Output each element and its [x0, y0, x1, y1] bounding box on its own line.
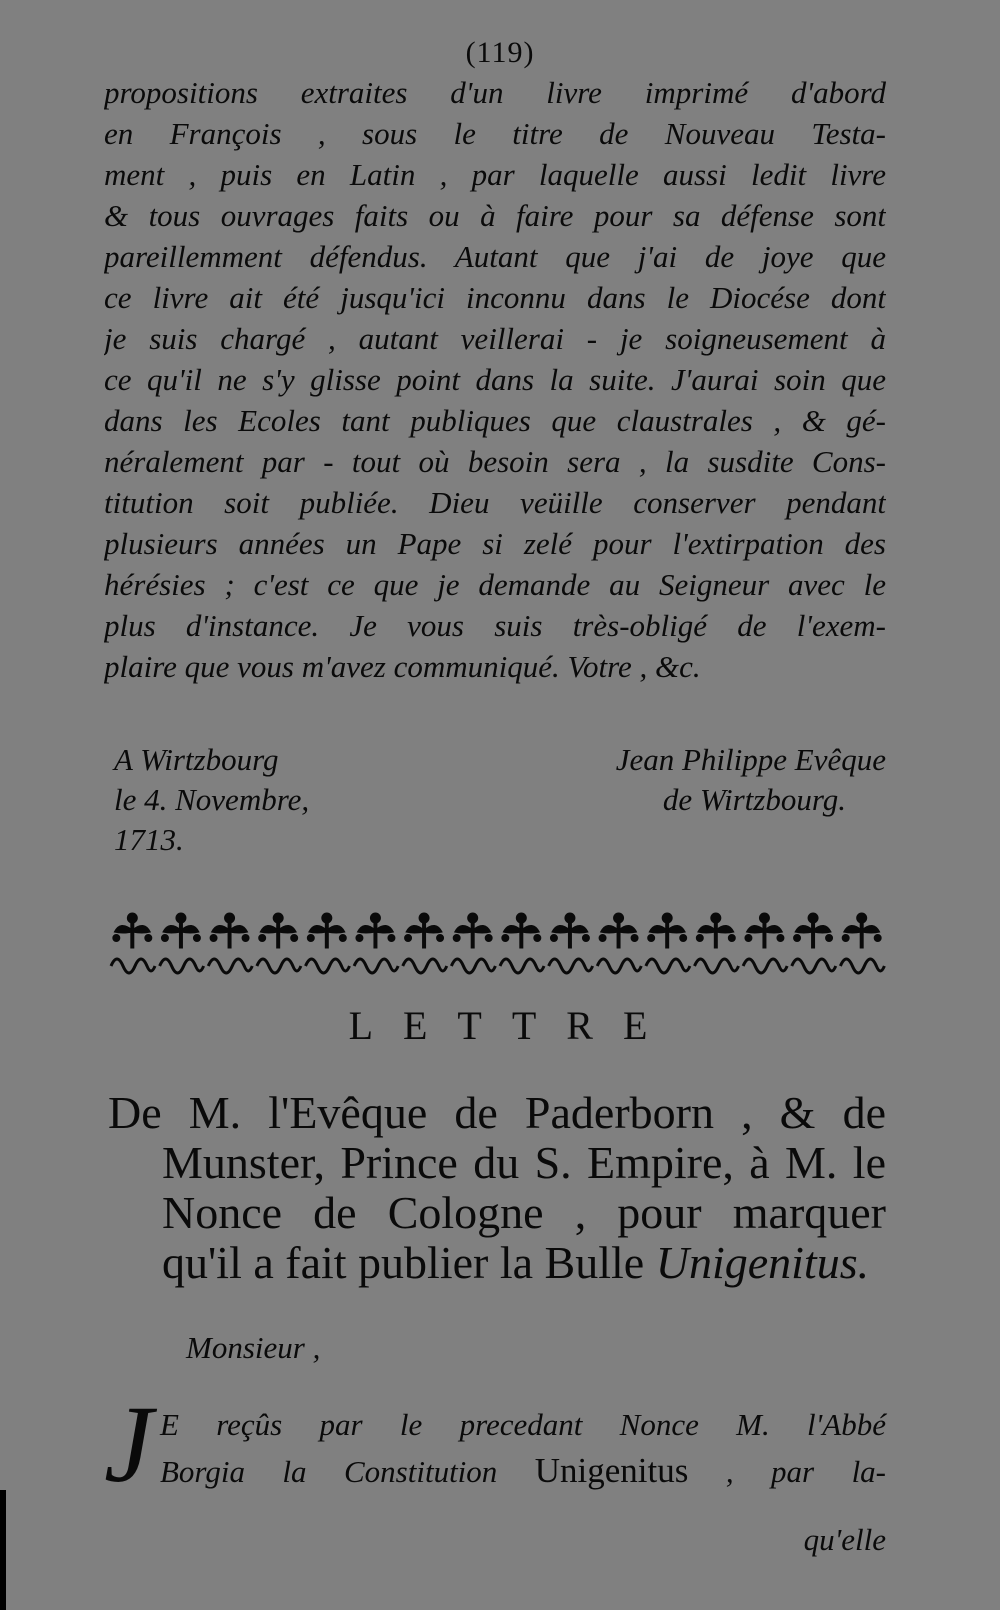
- text-line: en François , sous le titre de Nouveau Testa-: [104, 116, 886, 151]
- fleuron-unit: [403, 913, 447, 973]
- subtitle-line: De M. l'Evêque de Paderborn , & de: [108, 1087, 886, 1138]
- ornament-band: [108, 910, 886, 980]
- text-line: pareillemment défendus. Autant que j'ai de joye que: [104, 239, 886, 274]
- letter-subtitle: [108, 1088, 886, 1288]
- catchword: qu'elle: [803, 1522, 886, 1557]
- fleuron-unit: [451, 913, 495, 973]
- page-number: (119): [465, 36, 535, 69]
- letter-text: Borgia la Constitution: [160, 1454, 535, 1489]
- text-line: propositions extraites d'un livre imprimé d'abord: [104, 75, 886, 110]
- fleuron-unit: [549, 913, 593, 973]
- text-line: plusieurs années un Pape si zelé pour l'extirpation des: [104, 526, 886, 561]
- fleuron-unit: [792, 913, 836, 973]
- place-date: [114, 740, 309, 860]
- text-line: & tous ouvrages faits ou à faire pour sa défense sont: [104, 198, 886, 233]
- text-line: hérésies ; c'est ce que je demande au Seigneur avec le: [104, 567, 886, 602]
- text-line: plus d'instance. Je vous suis très-obligé de l'exem-: [104, 608, 886, 643]
- letter-line: E reçûs par le precedant Nonce M. l'Abbé: [160, 1407, 886, 1442]
- fleuron-unit: [160, 913, 204, 973]
- bull-name: Unigenitus.: [655, 1237, 870, 1288]
- fleuron-unit: [597, 913, 641, 973]
- year: 1713.: [114, 822, 184, 857]
- constitution-name: Unigenitus: [534, 1451, 689, 1490]
- signature: [616, 740, 886, 820]
- letter-heading: LETTRE: [348, 1003, 678, 1048]
- text-line: ce livre ait été jusqu'ici inconnu dans le Diocése dont: [104, 280, 886, 315]
- place: A Wirtzbourg: [114, 742, 279, 777]
- fleuron-icon: [108, 910, 886, 980]
- fleuron-unit: [354, 913, 398, 973]
- fleuron-unit: [695, 913, 739, 973]
- letter-body: [160, 1402, 886, 1494]
- text-line: je suis chargé , autant veillerai - je soigneusement à: [104, 321, 886, 356]
- letter-text: , par la-: [688, 1454, 887, 1489]
- fleuron-unit: [646, 913, 690, 973]
- subtitle-text: qu'il a fait publier la Bulle: [162, 1237, 656, 1288]
- text-line: ce qu'il ne s'y glisse point dans la suite. J'aurai soin que: [104, 362, 886, 397]
- text-line: néralement par - tout où besoin sera , la susdite Cons-: [104, 444, 886, 479]
- fleuron-unit: [306, 913, 350, 973]
- fleuron-unit: [500, 913, 544, 973]
- signer-see: de Wirtzbourg.: [662, 782, 846, 817]
- page-edge-shadow: [0, 1490, 6, 1610]
- fleuron-unit: [208, 913, 252, 973]
- salutation: Monsieur ,: [186, 1330, 321, 1365]
- subtitle-line: [108, 1238, 886, 1288]
- fleuron-unit: [743, 913, 787, 973]
- fleuron-unit: [840, 913, 884, 973]
- drop-cap: J: [104, 1383, 153, 1505]
- date: le 4. Novembre,: [114, 782, 310, 817]
- body-paragraph: [104, 72, 886, 687]
- text-line: titution soit publiée. Dieu veüille conserver pendant: [104, 485, 886, 520]
- letter-line: [160, 1448, 886, 1494]
- fleuron-unit: [111, 913, 155, 973]
- fleuron-unit: [257, 913, 301, 973]
- subtitle-line: Munster, Prince du S. Empire, à M. le: [162, 1137, 886, 1188]
- subtitle-line: Nonce de Cologne , pour marquer: [162, 1187, 886, 1238]
- text-line: dans les Ecoles tant publiques que claustrales , & gé-: [104, 403, 886, 438]
- closing-block: [104, 740, 886, 870]
- text-line: plaire que vous m'avez communiqué. Votre , &c.: [104, 649, 701, 684]
- text-line: ment , puis en Latin , par laquelle aussi ledit livre: [104, 157, 886, 192]
- signer-name: Jean Philippe Evêque: [615, 742, 886, 777]
